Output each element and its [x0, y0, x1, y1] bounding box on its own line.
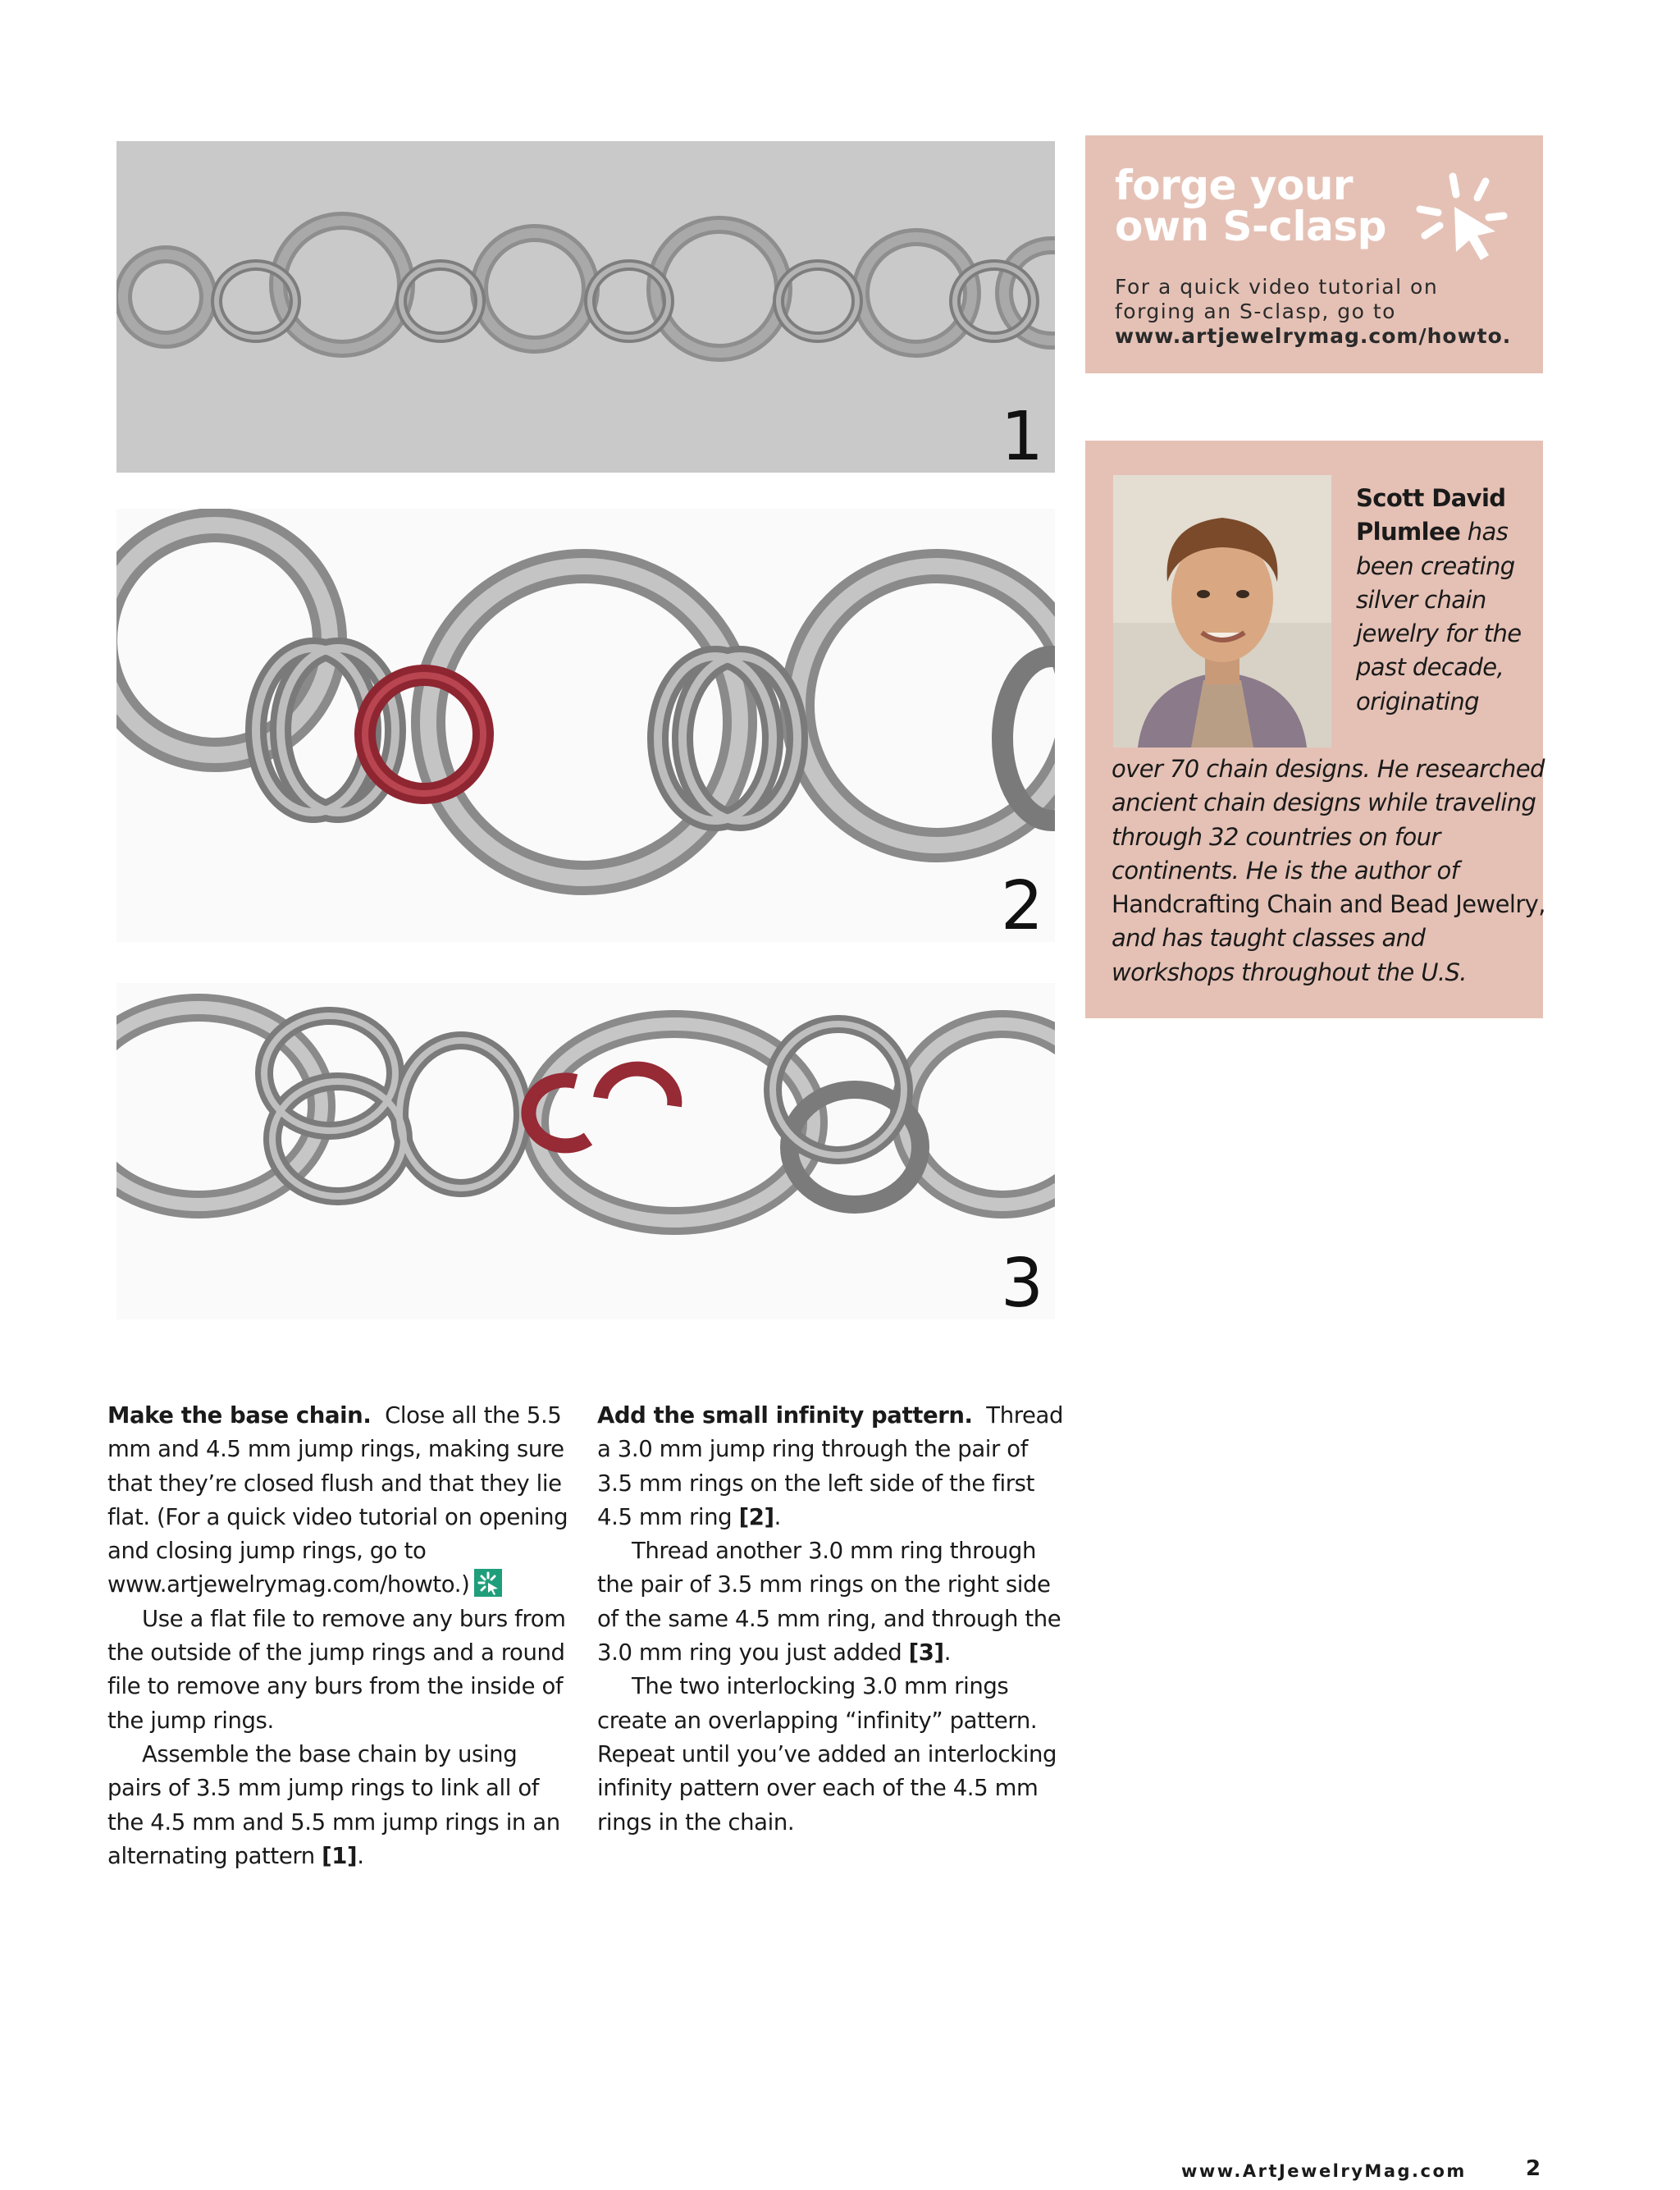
- col1-p3-text: Assemble the base chain by using pairs of 3.5 mm jump rings to link all of the 4.5 mm and 5.5 mm jump rings in an alternating pattern: [107, 1740, 560, 1869]
- chain-illustration-1: [116, 141, 1055, 473]
- col1-paragraph-2: Use a flat file to remove any burs from the outside of the jump rings and a round file to remove any burs from the inside of the jump rings.: [107, 1605, 566, 1734]
- col2-heading: Add the small infinity pattern.: [597, 1402, 973, 1429]
- col2-p1-text: Thread a 3.0 mm jump ring through the pair of 3.5 mm rings on the left side of the first 4.5 mm ring: [597, 1402, 1064, 1530]
- col1-p3-ref: [1]: [322, 1842, 358, 1869]
- col2-paragraph-3: The two interlocking 3.0 mm rings create an overlapping “infinity” pattern. Repeat until you’ve added an interlocking infinity pattern over each of the 4.5 mm rings in the chain.: [597, 1673, 1057, 1836]
- bio-text-narrow: [1356, 482, 1536, 719]
- sclasp-body-line2: forging an S-clasp, go to: [1115, 299, 1396, 323]
- col1-p3-end: .: [357, 1842, 364, 1869]
- sclasp-title-line2: own S-clasp: [1115, 203, 1386, 250]
- chain-illustration-3: [116, 983, 1055, 1319]
- author-portrait: [1113, 475, 1331, 748]
- sclasp-callout: [1085, 135, 1543, 373]
- book-title: Handcrafting Chain and Bead Jewelry,: [1112, 890, 1545, 919]
- col2-p2-ref: [3]: [908, 1639, 944, 1667]
- col2-p1-end: .: [774, 1503, 781, 1530]
- page-number: 2: [1526, 2156, 1541, 2181]
- author-bio-box: [1085, 441, 1543, 1018]
- col2-paragraph-2: [597, 1534, 1065, 1670]
- col1-paragraph-3: [107, 1738, 575, 1873]
- author-name: Scott David Plumlee: [1356, 484, 1506, 546]
- instructions-column-1: [107, 1399, 575, 1873]
- bio-text-wide: [1112, 752, 1546, 990]
- sclasp-title: [1115, 162, 1386, 250]
- col2-p2-text: Thread another 3.0 mm ring through the pair of 3.5 mm rings on the right side of the same 4.5 mm ring, and through the 3.0 mm ring you just added: [597, 1538, 1061, 1667]
- sclasp-body-line1: For a quick video tutorial on: [1115, 275, 1439, 299]
- sclasp-body: [1115, 275, 1525, 349]
- chain-photo-1: [116, 141, 1055, 473]
- bio-wide-text-2: and has taught classes and workshops throughout the U.S.: [1112, 924, 1467, 986]
- col2-p1-ref: [2]: [738, 1503, 774, 1530]
- photo-number: 1: [1000, 398, 1043, 473]
- col1-p1-text: Close all the 5.5 mm and 4.5 mm jump rings, making sure that they’re closed flush and that they lie flat. (For a quick video tutorial on opening and closing jump rings, go to www.artjewelrymag.com/howto.): [107, 1402, 568, 1598]
- bio-narrow-text: has been creating silver chain jewelry for the past decade, originating: [1356, 518, 1522, 716]
- footer-url[interactable]: www.ArtJewelryMag.com: [1181, 2161, 1467, 2181]
- col1-heading: Make the base chain.: [107, 1402, 372, 1429]
- sclasp-title-line1: forge your: [1115, 162, 1354, 209]
- photo-number: 2: [1000, 867, 1043, 942]
- photo-number: 3: [1000, 1245, 1043, 1319]
- sclasp-link[interactable]: www.artjewelrymag.com/howto.: [1115, 324, 1512, 348]
- chain-illustration-2: [116, 509, 1055, 942]
- video-link-icon[interactable]: [474, 1569, 502, 1597]
- chain-photo-3: [116, 983, 1055, 1319]
- col2-p2-end: .: [943, 1639, 952, 1667]
- col2-paragraph-1: [597, 1399, 1065, 1534]
- bio-wide-text-1: over 70 chain designs. He researched ancient chain designs while traveling through 32 countries on four continents. He is the author of: [1112, 755, 1545, 885]
- chain-photo-2: [116, 509, 1055, 942]
- click-cursor-icon: [1413, 170, 1512, 268]
- col1-paragraph-1: [107, 1399, 575, 1602]
- instructions-column-2: [597, 1399, 1065, 1840]
